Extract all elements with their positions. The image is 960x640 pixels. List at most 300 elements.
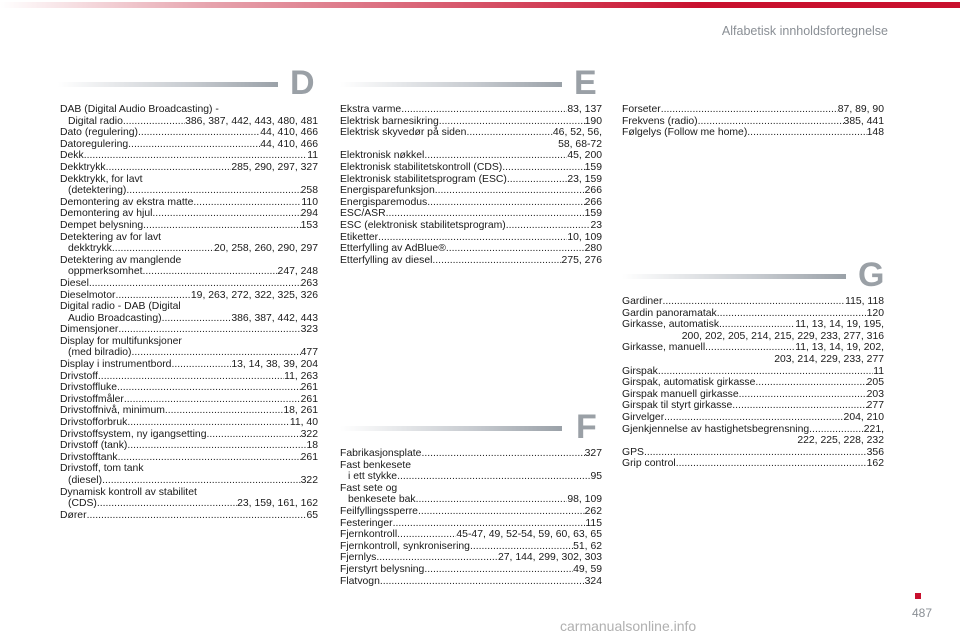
entry-term: Dato (regulering) xyxy=(60,127,138,139)
index-entry xyxy=(60,359,318,371)
entry-continuation-line xyxy=(60,116,318,128)
entry-line xyxy=(60,452,318,464)
dot-leader xyxy=(427,197,584,209)
entry-term: Detektering av manglende xyxy=(60,254,182,266)
entry-line xyxy=(340,174,602,186)
index-entry xyxy=(340,460,602,483)
entry-term: Elektronisk stabilitetskontroll (CDS) xyxy=(340,161,503,173)
watermark: carmanualsonline.info xyxy=(560,618,697,634)
index-entry xyxy=(60,301,318,324)
entry-term: dekktrykk xyxy=(68,243,112,255)
index-entry xyxy=(60,208,318,220)
entry-pages: 115, 118 xyxy=(845,296,884,307)
index-entry xyxy=(60,162,318,174)
entry-line xyxy=(60,174,318,186)
index-entry xyxy=(622,400,884,412)
entry-term: Dører xyxy=(60,509,87,521)
dot-leader xyxy=(124,394,301,406)
entry-line xyxy=(60,417,318,429)
index-entry xyxy=(622,319,884,342)
index-entry xyxy=(340,220,602,232)
entry-line xyxy=(60,394,318,406)
entry-line xyxy=(340,162,602,174)
index-entry xyxy=(60,405,318,417)
entry-line xyxy=(60,324,318,336)
entry-line xyxy=(60,278,318,290)
dot-leader xyxy=(143,266,278,278)
entry-continuation-line xyxy=(340,471,602,483)
page-marker xyxy=(915,593,921,599)
entry-term: Elektronisk nøkkel xyxy=(340,150,425,162)
dot-leader xyxy=(661,104,838,116)
entry-line xyxy=(60,371,318,383)
dot-leader xyxy=(127,440,306,452)
entry-line xyxy=(60,463,318,475)
dot-leader xyxy=(502,162,584,174)
entry-term: Detektering av for lavt xyxy=(60,231,162,243)
index-entry xyxy=(622,389,884,401)
entry-term: Frekvens (radio) xyxy=(622,115,698,127)
entry-line xyxy=(340,127,602,139)
index-entry xyxy=(622,116,884,128)
entry-pages: 23, 159, 161, 162 xyxy=(237,498,318,510)
entry-term: Dekktrykk xyxy=(60,161,106,173)
entry-pages: 258 xyxy=(300,185,318,197)
entry-term: ESC (elektronisk stabilitetsprogram) xyxy=(340,219,506,231)
index-entry xyxy=(60,150,318,162)
index-entry xyxy=(340,243,602,255)
index-entry xyxy=(340,197,602,209)
entry-term: Gardin panoramatak xyxy=(622,307,717,319)
entry-term: Dekk xyxy=(60,150,84,162)
entry-pages: 120 xyxy=(866,307,884,319)
dot-leader xyxy=(416,494,568,506)
index-entry xyxy=(60,255,318,278)
entry-line xyxy=(60,127,318,139)
dot-leader xyxy=(378,232,567,244)
entry-pages: 280 xyxy=(584,243,602,255)
entry-term: Elektrisk skyvedør på siden xyxy=(340,127,467,139)
index-entry xyxy=(60,127,318,139)
entry-pages: 115 xyxy=(585,517,602,529)
entry-term: Drivstoffluke xyxy=(60,382,117,394)
entry-line xyxy=(60,220,318,232)
entry-term: Girkasse, automatisk xyxy=(622,319,720,331)
entry-pages: 87, 89, 90 xyxy=(837,104,884,115)
entry-line xyxy=(60,487,318,499)
entry-term: Ekstra varme xyxy=(340,104,402,115)
entry-pages: 261 xyxy=(300,451,318,463)
dot-leader xyxy=(165,405,283,417)
index-column-d xyxy=(60,104,318,521)
index-entry xyxy=(340,564,602,576)
entry-pages: 386, 387, 442, 443, 480, 481 xyxy=(185,115,318,127)
index-entry xyxy=(340,104,602,116)
entry-term: Display for multifunksjoner xyxy=(60,335,182,347)
entry-line xyxy=(340,518,602,530)
entry-term: (CDS) xyxy=(68,498,97,510)
index-entry xyxy=(340,185,602,197)
entry-pages: 110 xyxy=(301,196,318,208)
dot-leader xyxy=(739,389,867,401)
dot-leader xyxy=(809,424,864,436)
entry-line xyxy=(60,405,318,417)
entry-line xyxy=(60,208,318,220)
dot-leader xyxy=(171,359,231,371)
index-entry xyxy=(340,208,602,220)
dot-leader xyxy=(658,366,873,378)
index-entry xyxy=(622,458,884,470)
entry-pages: 13, 14, 38, 39, 204 xyxy=(231,359,318,371)
entry-pages: 190 xyxy=(584,115,602,127)
index-entry xyxy=(622,104,884,116)
entry-pages: 153 xyxy=(300,219,318,231)
index-entry xyxy=(340,255,602,267)
entry-line xyxy=(622,447,884,459)
entry-line xyxy=(60,440,318,452)
dot-leader xyxy=(506,220,591,232)
index-entry xyxy=(340,127,602,150)
entry-term: Etterfylling av AdBlue® xyxy=(340,243,446,255)
index-entry xyxy=(60,197,318,209)
dot-leader xyxy=(717,308,867,320)
index-entry xyxy=(340,576,602,588)
dot-leader xyxy=(126,185,300,197)
entry-pages: 23 xyxy=(590,219,602,231)
entry-term: Feilfyllingssperre xyxy=(340,505,418,517)
dot-leader xyxy=(138,127,260,139)
entry-term: Elektronisk stabilitetsprogram (ESC) xyxy=(340,173,507,185)
entry-line xyxy=(60,382,318,394)
entry-pages: 262 xyxy=(584,505,602,517)
entry-term: Drivstoff xyxy=(60,370,98,382)
dot-leader xyxy=(117,382,301,394)
index-entry xyxy=(60,290,318,302)
index-entry xyxy=(60,429,318,441)
entry-pages: 247, 248 xyxy=(277,266,318,278)
index-entry xyxy=(60,139,318,151)
index-entry xyxy=(340,116,602,128)
entry-term: Datoregulering xyxy=(60,138,129,150)
entry-line xyxy=(622,424,884,436)
index-entry xyxy=(60,104,318,127)
entry-term: ESC/ASR xyxy=(340,208,386,220)
entry-pages: 11, 40 xyxy=(289,417,318,429)
entry-term: GPS xyxy=(622,446,644,458)
entry-continuation-line xyxy=(60,243,318,255)
entry-line xyxy=(60,232,318,244)
entry-term: Energisparemodus xyxy=(340,196,428,208)
entry-line xyxy=(340,529,602,541)
index-entry xyxy=(340,518,602,530)
entry-line xyxy=(340,185,602,197)
entry-pages: 205 xyxy=(866,377,884,389)
section-divider xyxy=(340,82,562,87)
entry-pages: 323 xyxy=(300,324,318,336)
dot-leader xyxy=(470,541,573,553)
entry-pages: 266 xyxy=(584,185,602,197)
entry-pages: 386, 387, 442, 443 xyxy=(231,312,318,324)
index-entry xyxy=(340,541,602,553)
entry-line xyxy=(622,400,884,412)
entry-line xyxy=(340,255,602,267)
entry-pages: 11, 13, 14, 19, 202, xyxy=(795,342,884,354)
index-entry xyxy=(622,377,884,389)
entry-line xyxy=(60,255,318,267)
entry-continuation-line xyxy=(340,494,602,506)
entry-term: Etiketter xyxy=(340,231,379,243)
entry-term: (detektering) xyxy=(68,185,127,197)
entry-pages: 322 xyxy=(300,428,318,440)
entry-pages: 203 xyxy=(866,388,884,400)
index-entry xyxy=(60,510,318,522)
entry-line xyxy=(60,301,318,313)
entry-pages: 49, 59 xyxy=(573,563,602,575)
dot-leader xyxy=(376,552,498,564)
entry-term: oppmerksomhet xyxy=(68,266,143,278)
section-letter-f: F xyxy=(576,408,597,446)
dot-leader xyxy=(466,127,552,139)
section-header-e xyxy=(340,64,602,104)
page-header-title: Alfabetisk innholdsfortegnelse xyxy=(721,24,888,38)
index-entry xyxy=(60,452,318,464)
index-entry xyxy=(622,366,884,378)
entry-pages: 11 xyxy=(307,150,318,162)
index-entry xyxy=(622,424,884,447)
index-entry xyxy=(622,127,884,139)
index-entry xyxy=(340,552,602,564)
dot-leader xyxy=(128,139,260,151)
entry-term: Fjerstyrt belysning xyxy=(340,563,425,575)
index-entry xyxy=(60,487,318,510)
entry-pages: 45, 200 xyxy=(567,150,602,162)
entry-pages: 10, 109 xyxy=(567,231,602,243)
dot-leader xyxy=(143,220,300,232)
entry-term: Girkasse, manuell xyxy=(622,342,706,354)
dot-leader xyxy=(747,127,866,139)
entry-term: Elektrisk barnesikring xyxy=(340,115,439,127)
dot-leader xyxy=(393,518,586,530)
entry-pages: 65 xyxy=(306,509,318,521)
entry-pages: 27, 144, 299, 302, 303 xyxy=(498,552,602,564)
entry-pages: 19, 263, 272, 322, 325, 326 xyxy=(190,289,318,301)
dot-leader xyxy=(664,412,843,424)
index-entry xyxy=(60,220,318,232)
dot-leader xyxy=(132,347,301,359)
index-entry xyxy=(60,440,318,452)
dot-leader xyxy=(127,417,290,429)
entry-term: Dimensjoner xyxy=(60,324,119,336)
entry-term: i ett stykke xyxy=(348,471,398,483)
entry-pages: 221, xyxy=(863,423,884,435)
entry-continuation-line xyxy=(60,266,318,278)
entry-line xyxy=(60,429,318,441)
index-entry xyxy=(340,483,602,506)
entry-term: Grip control xyxy=(622,458,676,470)
index-entry xyxy=(60,278,318,290)
entry-term: Demontering av ekstra matte xyxy=(60,196,194,208)
dot-leader xyxy=(380,576,585,588)
entry-term: Girspak til styrt girkasse xyxy=(622,400,733,412)
entry-term: Digital radio - DAB (Digital xyxy=(60,301,181,313)
entry-term: Fabrikasjonsplate xyxy=(340,448,422,459)
section-letter-e: E xyxy=(574,64,597,102)
entry-line xyxy=(60,150,318,162)
entry-line xyxy=(340,197,602,209)
index-entry xyxy=(60,463,318,486)
dot-leader xyxy=(418,506,585,518)
entry-line xyxy=(60,510,318,522)
dot-leader xyxy=(115,290,190,302)
index-entry xyxy=(60,174,318,197)
dot-leader xyxy=(401,104,567,116)
dot-leader xyxy=(397,471,590,483)
section-divider xyxy=(340,426,562,431)
entry-line xyxy=(60,336,318,348)
dot-leader xyxy=(97,498,237,510)
entry-line xyxy=(60,197,318,209)
section-header-d xyxy=(58,64,320,104)
entry-line xyxy=(622,296,884,308)
entry-line xyxy=(340,448,602,460)
index-entry xyxy=(340,174,602,186)
entry-term: Dekktrykk, for lavt xyxy=(60,173,143,185)
entry-pages: 18 xyxy=(306,440,318,452)
entry-line xyxy=(340,564,602,576)
entry-line xyxy=(622,308,884,320)
entry-term: Etterfylling av diesel xyxy=(340,254,433,266)
entry-term: Fast benkesete xyxy=(340,459,412,471)
entry-pages: 83, 137 xyxy=(567,104,602,115)
entry-line xyxy=(340,460,602,472)
dot-leader xyxy=(705,342,795,354)
entry-pages: 58, 68-72 xyxy=(558,138,602,150)
entry-term: Festeringer xyxy=(340,517,393,529)
entry-pages: 20, 258, 260, 290, 297 xyxy=(214,243,318,255)
entry-line xyxy=(340,243,602,255)
dot-leader xyxy=(106,162,232,174)
entry-pages: 200, 202, 205, 214, 215, 229, 233, 277, 316 xyxy=(681,330,884,342)
entry-pages: 294 xyxy=(300,208,318,220)
index-entry xyxy=(340,506,602,518)
dot-leader xyxy=(439,116,585,128)
section-letter-g: G xyxy=(858,256,885,294)
dot-leader xyxy=(98,371,284,383)
entry-line xyxy=(340,483,602,495)
entry-term: Drivstoffnivå, minimum xyxy=(60,405,165,417)
entry-pages: 275, 276 xyxy=(561,254,602,266)
entry-term: Flatvogn xyxy=(340,575,380,587)
entry-pages: 44, 410, 466 xyxy=(260,127,318,139)
entry-pages: 327 xyxy=(584,448,602,459)
dot-leader xyxy=(644,447,867,459)
entry-term: Fast sete og xyxy=(340,482,398,494)
entry-term: Gjenkjennelse av hastighetsbegrensning xyxy=(622,423,810,435)
entry-continuation-line xyxy=(60,185,318,197)
entry-line xyxy=(60,290,318,302)
index-entry xyxy=(60,324,318,336)
entry-term: Girspak, automatisk girkasse xyxy=(622,377,756,389)
entry-pages: 148 xyxy=(866,127,884,139)
entry-line xyxy=(622,127,884,139)
entry-term: Display i instrumentbord xyxy=(60,359,172,371)
entry-continuation-line xyxy=(60,498,318,510)
dot-leader xyxy=(123,116,185,128)
index-column-f-continued xyxy=(622,104,884,139)
entry-line xyxy=(340,116,602,128)
dot-leader xyxy=(755,377,866,389)
entry-term: Girspak xyxy=(622,365,658,377)
dot-leader xyxy=(424,150,567,162)
entry-pages: 204, 210 xyxy=(843,411,884,423)
entry-term: Drivstoffmåler xyxy=(60,393,124,405)
dot-leader xyxy=(507,174,567,186)
dot-leader xyxy=(207,429,301,441)
entry-term: Dempet belysning xyxy=(60,219,144,231)
entry-term: Gardiner xyxy=(622,296,663,307)
dot-leader xyxy=(162,313,232,325)
entry-term: benkesete bak xyxy=(348,494,416,506)
index-entry xyxy=(340,150,602,162)
entry-term: Drivstoffsystem, ny igangsetting xyxy=(60,428,207,440)
index-entry xyxy=(340,232,602,244)
index-entry xyxy=(340,162,602,174)
entry-term: Digital radio xyxy=(68,115,123,127)
dot-leader xyxy=(732,400,866,412)
entry-term: Drivstoff, tom tank xyxy=(60,463,144,475)
entry-line xyxy=(340,541,602,553)
entry-line xyxy=(60,162,318,174)
index-entry xyxy=(60,417,318,429)
entry-pages: 277 xyxy=(866,400,884,412)
entry-term: Fjernkontroll, synkronisering xyxy=(340,540,470,552)
entry-pages: 18, 261 xyxy=(283,405,318,417)
dot-leader xyxy=(102,475,301,487)
entry-line xyxy=(622,389,884,401)
dot-leader xyxy=(193,197,301,209)
dot-leader xyxy=(676,458,867,470)
entry-pages: 356 xyxy=(866,446,884,458)
section-header-f xyxy=(340,408,602,448)
entry-line xyxy=(622,458,884,470)
entry-term: Fjernkontroll xyxy=(340,529,398,541)
dot-leader xyxy=(698,116,844,128)
entry-pages: 46, 52, 56, xyxy=(552,127,602,139)
entry-term: (diesel) xyxy=(68,475,103,486)
index-column-g xyxy=(622,296,884,470)
entry-line xyxy=(622,342,884,354)
entry-line xyxy=(340,208,602,220)
entry-term: Diesel xyxy=(60,277,89,289)
entry-line xyxy=(340,552,602,564)
index-entry xyxy=(622,412,884,424)
entry-line xyxy=(340,506,602,518)
index-entry xyxy=(60,394,318,406)
entry-term: (med bilradio) xyxy=(68,347,132,359)
index-column-f xyxy=(340,448,602,587)
entry-pages: 51, 62 xyxy=(573,540,602,552)
dot-leader xyxy=(432,255,561,267)
dot-leader xyxy=(446,243,585,255)
entry-continuation-line xyxy=(60,313,318,325)
entry-pages: 222, 225, 228, 232 xyxy=(797,435,884,447)
entry-pages: 477 xyxy=(300,347,318,359)
dot-leader xyxy=(118,324,300,336)
entry-line xyxy=(340,232,602,244)
entry-line xyxy=(340,220,602,232)
entry-line xyxy=(622,412,884,424)
entry-line xyxy=(340,150,602,162)
